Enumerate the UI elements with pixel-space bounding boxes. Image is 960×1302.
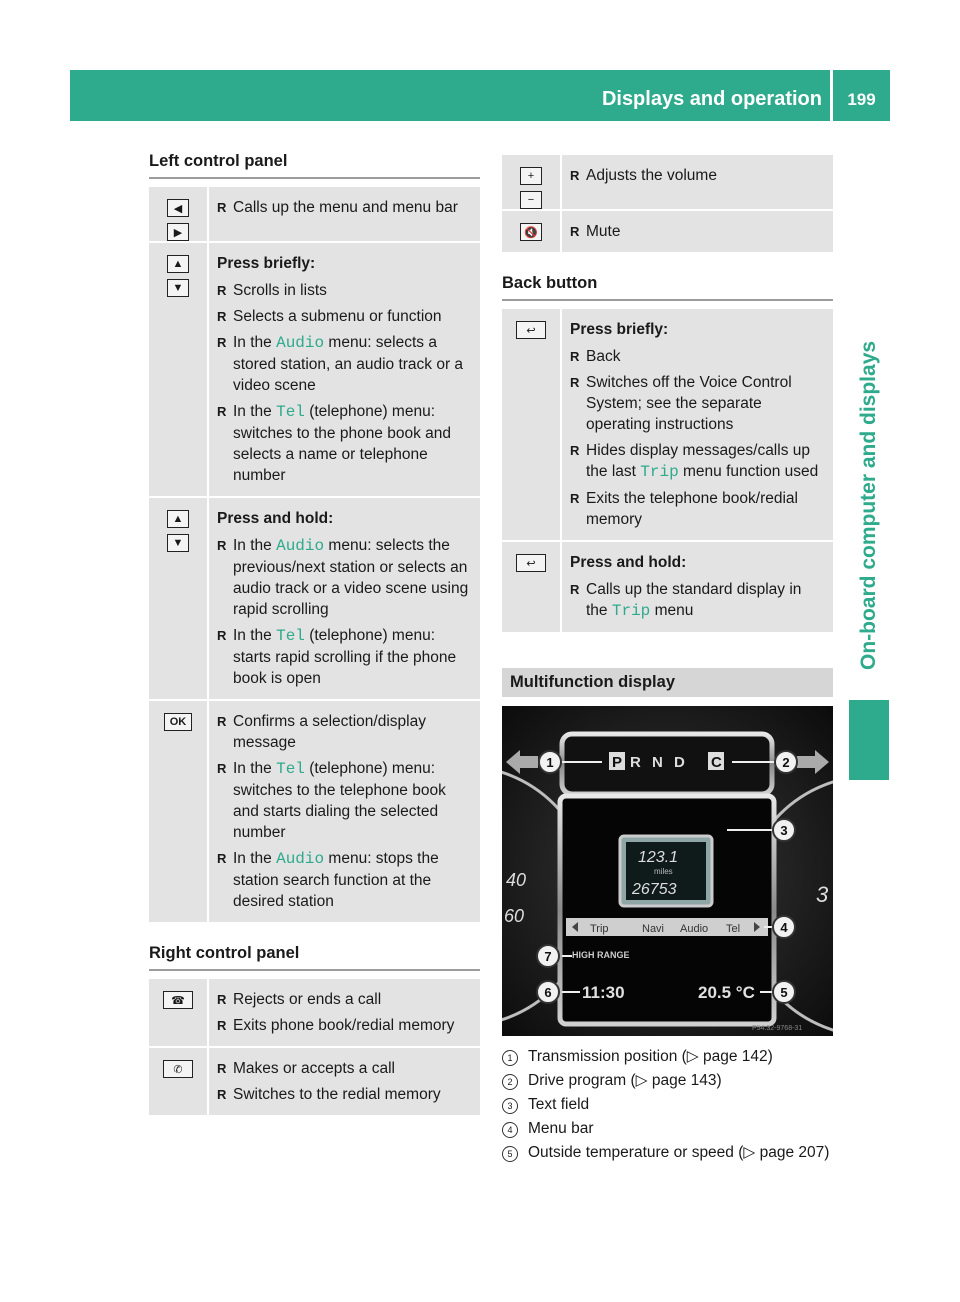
- bullet-item: [217, 280, 474, 301]
- bullet-text: (telephone) menu: switches to the phone book and selects a name or telephone number: [233, 403, 452, 484]
- bullet-text: Confirms a selection/display message: [233, 713, 426, 751]
- left-panel-title: Left control panel: [149, 152, 480, 179]
- bullet-text: Rejects or ends a call: [233, 991, 382, 1008]
- press-type-label: Press and hold:: [217, 510, 334, 527]
- button-symbol-icon: −: [520, 191, 542, 209]
- button-symbol-icon: +: [520, 167, 542, 185]
- callout-5: 5: [780, 985, 788, 1000]
- bullet-item: [217, 758, 474, 843]
- bullet-text: Makes or accepts a call: [233, 1060, 395, 1077]
- bullet-item: [217, 625, 474, 689]
- right-panel-title: Right control panel: [149, 944, 480, 971]
- side-tab-marker: [849, 700, 889, 780]
- multifunction-display-photo: [502, 706, 833, 1036]
- gear-d: D: [674, 754, 685, 771]
- description-cell: [209, 187, 480, 241]
- drive-program: C: [711, 754, 722, 771]
- legend-text: Transmission position (▷ page 142): [528, 1048, 773, 1065]
- callout-1: 1: [546, 755, 554, 770]
- display-illustration: [502, 706, 833, 1036]
- gear-n: N: [652, 754, 663, 771]
- image-reference: P54.32-9768-31: [752, 1025, 803, 1032]
- bullet-text: Back: [586, 348, 621, 365]
- menu-name: Trip: [640, 463, 679, 481]
- bullet-text: Calls up the standard display in the: [586, 581, 802, 619]
- legend-item: [502, 1141, 833, 1165]
- bullet-text: Switches to the redial memory: [233, 1086, 441, 1103]
- table-row: [149, 498, 480, 701]
- menu-navi: Navi: [642, 923, 665, 935]
- description-cell: [562, 309, 833, 540]
- button-symbol-icon: ↩: [516, 321, 546, 339]
- legend-item: [502, 1069, 833, 1093]
- legend-text: Menu bar: [528, 1120, 594, 1137]
- legend-number: [502, 1069, 528, 1093]
- legend-item: [502, 1045, 833, 1069]
- bullet-item: [217, 989, 474, 1010]
- legend-number: [502, 1093, 528, 1117]
- press-type-label: Press briefly:: [217, 255, 316, 272]
- bullet-text: menu function used: [678, 463, 819, 480]
- description-cell: [209, 498, 480, 699]
- bullet-text: In the: [233, 334, 277, 351]
- bullet-item: [217, 401, 474, 486]
- display-legend: [502, 1045, 833, 1165]
- key-cell: [502, 309, 562, 540]
- bullet-text: In the: [233, 850, 277, 867]
- press-type-label: Press briefly:: [570, 321, 669, 338]
- table-row: [502, 155, 833, 211]
- bullet-item: [217, 332, 474, 396]
- legend-number: [502, 1117, 528, 1141]
- bullet-text: menu: stops the station search function at the desired station: [233, 850, 439, 910]
- bullet-text: menu: [650, 602, 694, 619]
- bullet-text: In the: [233, 627, 277, 644]
- bullet-item: [217, 1058, 474, 1079]
- callout-number-icon: 4: [502, 1122, 518, 1138]
- legend-text: Text field: [528, 1096, 590, 1113]
- menu-name: Audio: [276, 334, 325, 352]
- description-cell: [209, 243, 480, 496]
- key-cell: [149, 498, 209, 699]
- bullet-text: Mute: [586, 223, 621, 240]
- description-cell: [562, 542, 833, 632]
- table-row: [502, 309, 833, 542]
- menu-trip: Trip: [590, 923, 609, 935]
- table-row: [149, 243, 480, 498]
- key-cell: [502, 542, 562, 632]
- speed-mark-40: 40: [506, 870, 527, 890]
- legend-number: [502, 1045, 528, 1069]
- button-symbol-icon: 🔇: [520, 223, 542, 241]
- right-column: [502, 155, 833, 632]
- range-label: HIGH RANGE: [572, 950, 630, 960]
- gear-p: P: [612, 754, 623, 771]
- bullet-item: [570, 372, 827, 435]
- table-row: [149, 187, 480, 243]
- button-symbol-icon: ▲: [167, 510, 189, 528]
- bullet-text: menu: selects the previous/next station or selects an audio track or a video scene using rapid scrolling: [233, 537, 469, 618]
- bullet-text: Exits the telephone book/redial memory: [586, 490, 798, 528]
- description-cell: [562, 155, 833, 209]
- bullet-text: In the: [233, 760, 277, 777]
- bullet-item: [570, 165, 827, 186]
- bullet-item: [217, 1084, 474, 1105]
- press-type-label: Press and hold:: [570, 554, 687, 571]
- button-symbol-icon: ▲: [167, 255, 189, 273]
- bullet-item: [570, 440, 827, 483]
- speed-mark-right: 3: [816, 882, 829, 907]
- bullet-item: [570, 488, 827, 530]
- bullet-text: In the: [233, 403, 277, 420]
- button-symbol-icon: ▶: [167, 223, 189, 241]
- button-symbol-icon: OK: [164, 713, 192, 731]
- table-row: [502, 542, 833, 632]
- bullet-text: Scrolls in lists: [233, 282, 327, 299]
- side-tab-label: On-board computer and displays: [857, 340, 880, 670]
- bullet-item: [217, 197, 474, 218]
- right-panel-table: [149, 979, 480, 1115]
- menu-tel: Tel: [726, 923, 741, 935]
- menu-name: Tel: [276, 403, 305, 421]
- button-symbol-icon: ▼: [167, 534, 189, 552]
- bullet-item: [570, 346, 827, 367]
- key-cell: [149, 243, 209, 496]
- key-cell: [149, 1048, 209, 1115]
- left-column: [149, 152, 480, 1115]
- description-cell: [209, 979, 480, 1046]
- bullet-text: Hides display messages/calls up the last: [586, 442, 810, 480]
- bullet-text: Calls up the menu and menu bar: [233, 199, 458, 216]
- bullet-text: In the: [233, 537, 277, 554]
- button-symbol-icon: ↩: [516, 554, 546, 572]
- menu-name: Audio: [276, 537, 325, 555]
- callout-3: 3: [780, 823, 788, 838]
- left-panel-table: [149, 187, 480, 922]
- page-number: 199: [847, 90, 876, 109]
- page-title: Displays and operation: [601, 88, 822, 110]
- table-row: [502, 211, 833, 252]
- bullet-text: (telephone) menu: switches to the telephone book and starts dialing the selected number: [233, 760, 446, 841]
- outside-temp: 20.5 °C: [698, 983, 755, 1002]
- odometer-value: 26753: [632, 881, 677, 898]
- legend-text: Outside temperature or speed (▷ page 207): [528, 1144, 830, 1161]
- callout-7: 7: [544, 949, 552, 964]
- legend-item: [502, 1093, 833, 1117]
- table-row: [149, 701, 480, 922]
- callout-6: 6: [544, 985, 552, 1000]
- bullet-text: menu: selects a stored station, an audio track or a video scene: [233, 334, 464, 394]
- volume-table: [502, 155, 833, 252]
- bullet-item: [570, 579, 827, 622]
- menu-audio: Audio: [680, 923, 709, 935]
- menu-name: Audio: [276, 850, 325, 868]
- key-cell: [149, 187, 209, 241]
- description-cell: [209, 701, 480, 922]
- bullet-item: [217, 1015, 474, 1036]
- callout-number-icon: 5: [502, 1146, 518, 1162]
- menu-name: Trip: [611, 602, 651, 620]
- key-cell: [502, 211, 562, 252]
- key-cell: [502, 155, 562, 209]
- bullet-item: [217, 848, 474, 912]
- button-symbol-icon: ☎: [163, 991, 193, 1009]
- menu-name: Tel: [276, 760, 305, 778]
- button-symbol-icon: ◀: [167, 199, 189, 217]
- callout-number-icon: 1: [502, 1050, 518, 1066]
- bullet-text: Exits phone book/redial memory: [233, 1017, 455, 1034]
- callout-4: 4: [780, 920, 788, 935]
- back-button-table: [502, 309, 833, 632]
- multifunction-box: [502, 668, 833, 697]
- back-button-title: Back button: [502, 274, 833, 301]
- menu-name: Tel: [276, 627, 305, 645]
- callout-number-icon: 2: [502, 1074, 518, 1090]
- bullet-text: Selects a submenu or function: [233, 308, 442, 325]
- trip-unit: miles: [654, 867, 673, 876]
- bullet-text: Switches off the Voice Control System; see the separate operating instructions: [586, 374, 792, 433]
- gear-r: R: [630, 754, 641, 771]
- callout-number-icon: 3: [502, 1098, 518, 1114]
- key-cell: [149, 701, 209, 922]
- bullet-item: [217, 711, 474, 753]
- bullet-text: (telephone) menu: starts rapid scrolling if the phone book is open: [233, 627, 457, 687]
- description-cell: [562, 211, 833, 252]
- bullet-text: Adjusts the volume: [586, 167, 717, 184]
- legend-text: Drive program (▷ page 143): [528, 1072, 722, 1089]
- button-symbol-icon: ✆: [163, 1060, 193, 1078]
- table-row: [149, 1048, 480, 1115]
- speed-mark-60: 60: [504, 906, 525, 926]
- legend-number: [502, 1141, 528, 1165]
- description-cell: [209, 1048, 480, 1115]
- multifunction-title: Multifunction display: [502, 668, 833, 697]
- trip-value: 123.1: [638, 849, 679, 866]
- bullet-item: [217, 306, 474, 327]
- table-row: [149, 979, 480, 1048]
- bullet-item: [217, 535, 474, 620]
- button-symbol-icon: ▼: [167, 279, 189, 297]
- legend-item: [502, 1117, 833, 1141]
- bullet-item: [570, 221, 827, 242]
- key-cell: [149, 979, 209, 1046]
- clock: 11:30: [582, 983, 625, 1002]
- callout-2: 2: [782, 755, 790, 770]
